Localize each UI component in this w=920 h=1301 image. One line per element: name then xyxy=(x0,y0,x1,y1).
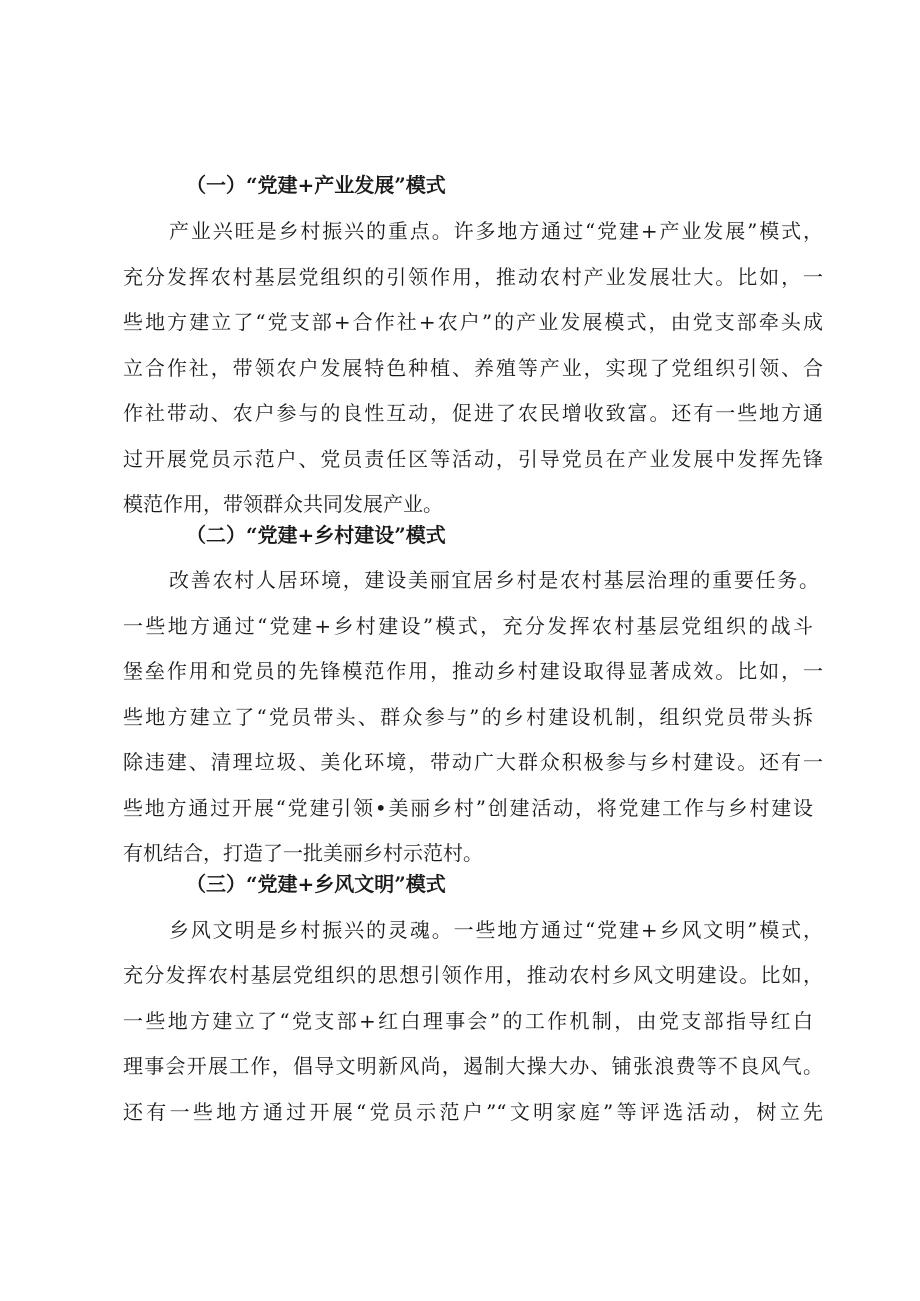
paragraph-line: 改善农村人居环境，建设美丽宜居乡村是农村基层治理的重要任务。 xyxy=(169,568,819,592)
paragraph-line: 理事会开展工作，倡导文明新风尚，遏制大操大办、铺张浪费等不良风气。 xyxy=(123,1054,823,1078)
paragraph-line: 除违建、清理垃圾、美化环境，带动广大群众积极参与乡村建设。还有一 xyxy=(123,750,823,774)
paragraph-line: 模范作用，带领群众共同发展产业。 xyxy=(123,492,443,516)
section-heading: （三）“党建+乡风文明”模式 xyxy=(186,872,446,896)
paragraph-line: 堡垒作用和党员的先锋模范作用，推动乡村建设取得显著成效。比如，一 xyxy=(123,659,823,683)
paragraph-line: 些地方建立了“党支部+合作社+农户”的产业发展模式，由党支部牵头成 xyxy=(123,310,823,334)
paragraph-line: 有机结合，打造了一批美丽乡村示范村。 xyxy=(123,841,483,865)
section-heading: （一）“党建+产业发展”模式 xyxy=(186,173,446,197)
paragraph-line: 产业兴旺是乡村振兴的重点。许多地方通过“党建+产业发展”模式， xyxy=(169,219,823,243)
paragraph-line: 乡风文明是乡村振兴的灵魂。一些地方通过“党建+乡风文明”模式， xyxy=(169,918,823,942)
paragraph-line: 充分发挥农村基层党组织的引领作用，推动农村产业发展壮大。比如，一 xyxy=(123,265,823,289)
paragraph-line: 作社带动、农户参与的良性互动，促进了农民增收致富。还有一些地方通 xyxy=(123,401,823,425)
paragraph-line: 立合作社，带领农户发展特色种植、养殖等产业，实现了党组织引领、合 xyxy=(123,356,823,380)
paragraph-line: 一些地方建立了“党支部+红白理事会”的工作机制，由党支部指导红白 xyxy=(123,1009,813,1033)
paragraph-line: 过开展党员示范户、党员责任区等活动，引导党员在产业发展中发挥先锋 xyxy=(123,447,823,471)
section-heading: （二）“党建+乡村建设”模式 xyxy=(186,523,446,547)
paragraph-line: 些地方建立了“党员带头、群众参与”的乡村建设机制，组织党员带头拆 xyxy=(123,705,813,729)
paragraph-line: 充分发挥农村基层党组织的思想引领作用，推动农村乡风文明建设。比如， xyxy=(123,963,823,987)
paragraph-line: 些地方通过开展“党建引领•美丽乡村”创建活动，将党建工作与乡村建设 xyxy=(123,796,813,820)
paragraph-line: 一些地方通过“党建+乡村建设”模式，充分发挥农村基层党组织的战斗 xyxy=(123,614,813,638)
paragraph-line: 还有一些地方通过开展“党员示范户”“文明家庭”等评选活动，树立先 xyxy=(123,1100,823,1124)
